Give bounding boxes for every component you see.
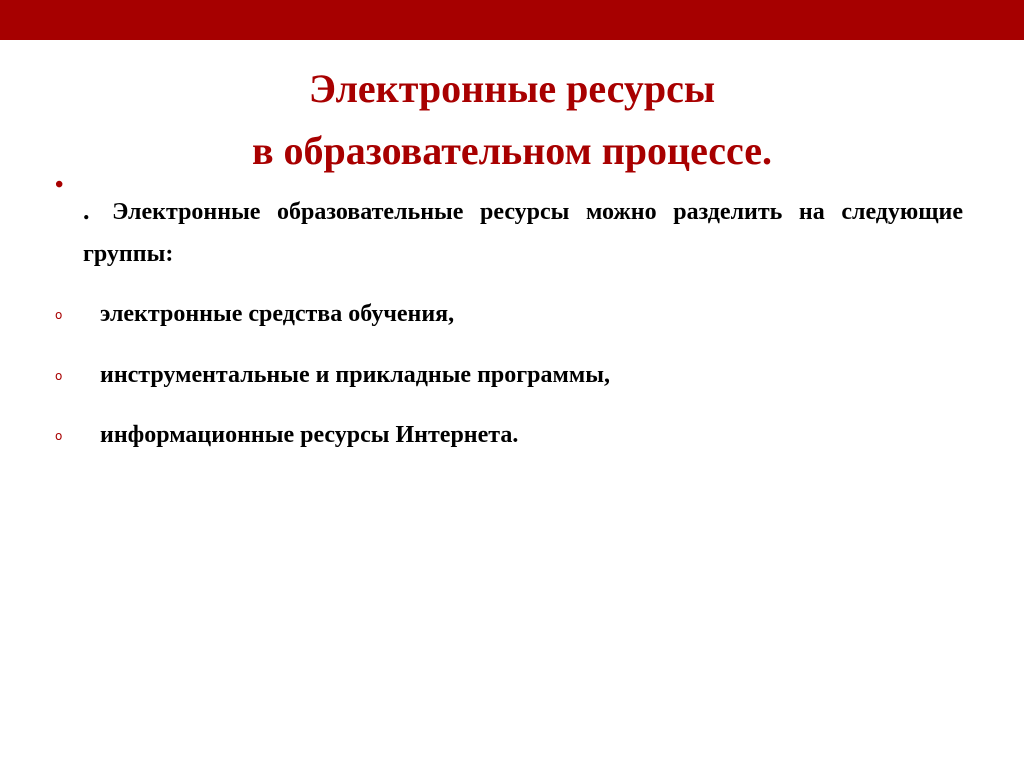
circle-bullet-icon: o — [55, 369, 63, 383]
list-item — [0, 296, 1024, 332]
list-item-text: электронные средства обучения, — [100, 301, 455, 327]
circle-bullet-icon: o — [55, 308, 63, 322]
circle-bullet-icon: o — [55, 429, 63, 443]
title-line-2: в образовательном процессе. — [251, 128, 773, 173]
title-line-1: Электронные ресурсы — [308, 66, 716, 111]
lead-dot: . — [83, 196, 90, 225]
main-bullet-icon: • — [55, 172, 64, 198]
list-item-text: информационные ресурсы Интернета. — [100, 422, 519, 448]
list-item-text: инструментальные и прикладные программы, — [100, 362, 610, 388]
main-paragraph — [83, 190, 963, 275]
list-item — [0, 357, 1024, 393]
main-text: Электронные образовательные ресурсы можно разделить на следующие группы: — [83, 199, 963, 267]
list-item — [0, 417, 1024, 453]
